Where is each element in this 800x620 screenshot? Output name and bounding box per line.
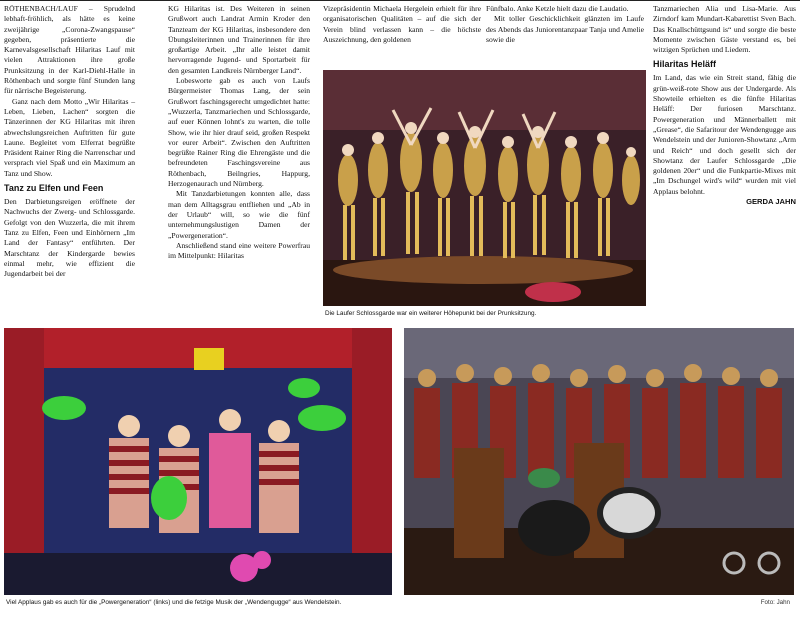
article-column-2 bbox=[168, 4, 310, 261]
article-paragraph: Mit toller Geschicklichkeit glänzten im Laufe des Abends das Juniorentanzpaar Tanja und Amelie sowie die bbox=[486, 14, 644, 44]
photo-caption: Die Laufer Schlossgarde war ein weiterer Höhepunkt bei der Prunksitzung. bbox=[325, 310, 537, 317]
photo-schlossgarde-illustration bbox=[323, 70, 646, 306]
article-paragraph: Fünfbalo. Anke Ketzle hielt dazu die Laudatio. bbox=[486, 4, 629, 13]
subheading: Tanz zu Elfen und Feen bbox=[4, 183, 104, 194]
photo-schlossgarde bbox=[323, 70, 646, 306]
subheading: Hilaritas Heläff bbox=[653, 59, 717, 70]
article-column-5 bbox=[653, 4, 796, 207]
photo-caption: Viel Applaus gab es auch für die „Powergeneration“ (links) und die fetzige Musik der „Wendengugge“ aus Wendelstein. bbox=[6, 599, 342, 606]
article-paragraph: Im Land, das wie ein Streit stand, fähig die grün-weiß-rote Show aus der Undergarde. Als Showteile erhielten es die fünfte Hilaritas Heläff: Der furiosen Marschtanz. Powergeneration und Männerballett mit „Grease“, die Safaritour der Wendengugge aus Wendelstein und der Junioren-Showtanz „Arm und Reich“ und doch gesellt sich der Showtanz der Laufer Schlossgarde „Die goldenen 20er“ und die Funkpartie-Mixes mit „Im Dschungel wird's wild“ wurden mit viel Applaus belohnt. bbox=[653, 73, 796, 196]
article-paragraph: Den Darbietungsreigen eröffnete der Nachwuchs der Zwerg- und Schlossgarde. Gefolgt von den Wuzzerla, die mit ihrem Tanz zu Elfen, Feen und Einhörnern „Im Land der Fantasy“ entführten. Der Marschtanz der Kindergarde bewies einmal mehr, wie effizient die Jugendarbeit bei der bbox=[4, 197, 135, 279]
article-column-3 bbox=[323, 4, 481, 45]
author-byline: GERDA JAHN bbox=[746, 197, 796, 207]
article-paragraph: Mit Tanzdarbietungen konnten alle, dass man dem Alltagsgrau entfliehen und „Ab in der Urlaub“ will, so wie die fünf unternehmungslustigen Damen der „Powergeneration“. bbox=[168, 189, 310, 240]
top-rule bbox=[0, 0, 800, 1]
article-paragraph: Lobesworte gab es auch von Laufs Bürgermeister Thomas Lang, der sein Grußwort faschingsgerecht umgedichtet hatte: „Wuzzerla, Tanzmariechen und Schlossgarde, auf euer Können lohnt's zu warten, die tolle Show, wie ihr hier drauf seid, großen Respekt vor eurer Arbeit“. Zwischen den Auftritten begrüßte Rainer Ring die Ehrengäste und die befreundeten Faschingsvereine aus Röthenbach, Beilngries, Happurg, Herzogenaurach und Nürnberg. bbox=[168, 76, 310, 189]
article-paragraph: Ganz nach dem Motto „Wir Hilaritas – Leben, Lieben, Lachen“ sorgten die Tänzerinnen der KG Hilaritas mit ihren abwechslungsreichen Auftritten für gute Laune. Begleitet vom Elferrat begrüßte Präsident Rainer Ring die Narrenschar und versprach viel Spaß und ein Maximum an Tanz und Show. bbox=[4, 96, 135, 178]
article-column-1 bbox=[4, 4, 135, 279]
article-paragraph: RÖTHENBACH/LAUF – Sprudelnd lebhaft-fröhlich, als hätte es keine zweijährige „Corona-Zwangspause“ gegeben, präsentierte die Karnevalsgesellschaft Hilaritas Lauf mit vielen Attraktionen ihre große Prunksitzung in der Karl-Diehl-Halle in Röthenbach und sorgte fünf Stunden lang für närrische Begeisterung. bbox=[4, 4, 135, 96]
photo-credit: Foto: Jahn bbox=[760, 599, 790, 606]
article-paragraph: Anschließend stand eine weitere Powerfrau im Mittelpunkt: Hilaritas bbox=[168, 240, 310, 261]
article-paragraph: KG Hilaritas ist. Des Weiteren in seinen Grußwort auch Landrat Armin Kroder den Tanzteam der KG Hilaritas, insbesondere den Übungsleiterinnen und Trainerinnen für ihre großartige Arbeit. „Ihr alle leistet damit hervorragende Jugend- und Sportarbeit für den gesamten Landkreis Nürnberger Land“. bbox=[168, 4, 310, 75]
photo-powergeneration bbox=[4, 328, 392, 595]
photo-wendengugge bbox=[404, 328, 794, 595]
photo-powergeneration-illustration bbox=[4, 328, 392, 595]
article-column-4 bbox=[486, 4, 644, 45]
article-paragraph: Tanzmariechen Alia und Lisa-Marie. Aus Zirndorf kam Mundart-Kabarettist Sven Bach. Das Knallschüttgsund is“ und sorgte die beste Momente zwischen Gäste verstand es, bei witzigen Sprüchen und Liedern. bbox=[653, 4, 796, 55]
photo-wendengugge-illustration bbox=[404, 328, 794, 595]
article-paragraph: Vizepräsidentin Michaela Hergelein erhielt für ihre organisatorischen Qualitäten – auf die sich der Verein blind verlassen kann – die höchste Auszeichnung, den goldenen bbox=[323, 4, 481, 44]
